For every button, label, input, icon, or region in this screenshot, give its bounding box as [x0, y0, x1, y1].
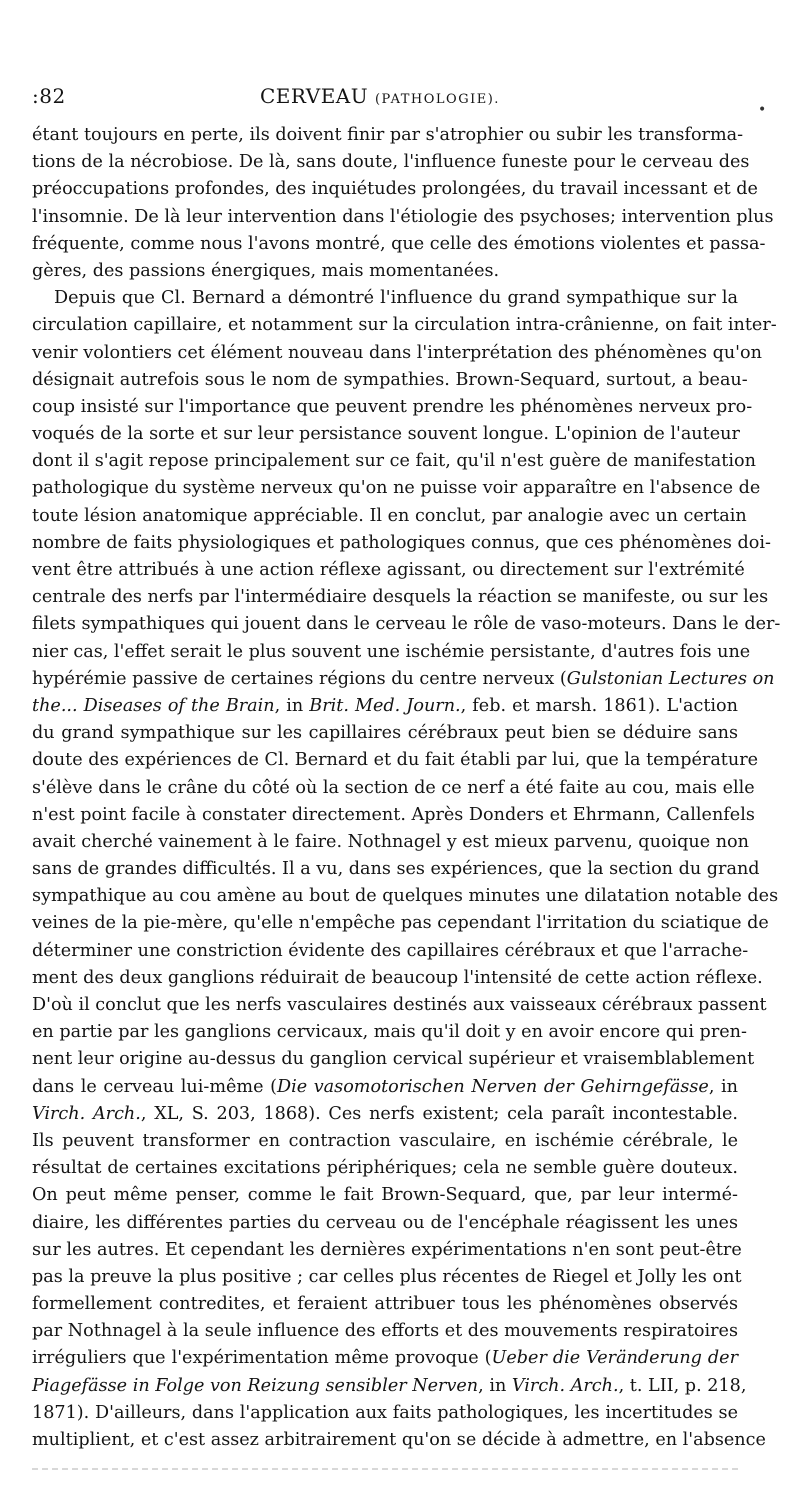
- margin-mark: •: [758, 102, 767, 118]
- text-line: [32, 883, 779, 910]
- page-number: :82: [32, 84, 66, 108]
- text-line: [32, 720, 738, 747]
- text-span: coup insisté sur l'importance que peuvent prendre les phénomènes nerveux pro-: [32, 396, 753, 417]
- text-line: [32, 176, 758, 203]
- running-title-subtitle: (PATHOLOGIE).: [374, 92, 500, 107]
- text-span: avait cherché vainement à le faire. Nothnagel y est mieux parvenu, quoique non: [32, 831, 749, 852]
- text-line: [32, 421, 738, 448]
- text-line: [32, 1074, 738, 1101]
- text-line: [32, 1427, 766, 1454]
- text-line: [32, 285, 738, 312]
- text-span: multiplient, et c'est assez arbitrairement qu'on se décide à admettre, en l'absence: [32, 1430, 766, 1450]
- text-span: étant toujours en perte, ils doivent finir par s'atrophier ou subir les transforma-: [32, 125, 744, 145]
- text-line: [32, 611, 781, 638]
- text-span: nombre de faits physiologiques et pathologiques connus, que ces phénomènes doi-: [32, 532, 771, 553]
- text-span: tions de la nécrobiose. De là, sans doute, l'influence funeste pour le cerveau des: [32, 152, 750, 173]
- text-span: centrale des nerfs par l'intermédiaire desquels la réaction se manifeste, ou sur les: [32, 587, 769, 608]
- text-span: hypérémie passive de certaines régions du centre nerveux (: [32, 668, 567, 689]
- text-line: [32, 1345, 738, 1372]
- running-title-main: CERVEAU: [260, 84, 375, 108]
- text-span: sur les autres. Et cependant les dernières expérimentations n'en sont peut-être: [32, 1239, 742, 1260]
- text-span: nent leur origine au-dessus du ganglion cervical supérieur et vraisemblablement: [32, 1049, 755, 1070]
- text-line: [32, 1046, 755, 1073]
- text-line: [32, 1128, 738, 1155]
- text-line: [32, 122, 744, 149]
- text-span: doute des expériences de Cl. Bernard et du fait établi par lui, que la température: [32, 750, 759, 771]
- italic-reference: Virch. Arch.: [32, 1103, 141, 1124]
- text-span: gères, des passions énergiques, mais momentanées.: [32, 260, 500, 281]
- text-line: [32, 666, 775, 693]
- text-span: désignait autrefois sous le nom de sympathies. Brown-Sequard, surtout, a beau-: [32, 369, 748, 390]
- text-line: [32, 503, 747, 530]
- text-line: [32, 910, 769, 937]
- body-text: [32, 122, 781, 1454]
- text-span: filets sympathiques qui jouent dans le cerveau le rôle de vaso-moteurs. Dans le der-: [32, 614, 781, 635]
- text-line: [32, 1019, 747, 1046]
- text-span: , XL, S. 203, 1868). Ces nerfs existent; cela paraît incontestable.: [140, 1103, 738, 1124]
- italic-reference: Ueber die Veränderung der: [491, 1348, 739, 1369]
- text-span: D'où il conclut que les nerfs vasculaires destinés aux vaisseaux cérébraux passent: [32, 995, 767, 1015]
- bottom-scan-artifact: [32, 1468, 738, 1476]
- text-span: résultat de certaines excitations périphériques; cela ne semble guère douteux.: [32, 1158, 738, 1179]
- text-span: , in: [274, 695, 310, 716]
- text-span: préoccupations profondes, des inquiétudes prolongées, du travail incessant et de: [32, 179, 758, 200]
- text-span: n'est point facile à constater directement. Après Donders et Ehrmann, Callenfels: [32, 804, 755, 825]
- italic-reference: the... Diseases of the Brain: [32, 695, 275, 716]
- text-span: irréguliers que l'expérimentation même provoque (: [32, 1348, 492, 1369]
- text-span: 1871). D'ailleurs, dans l'application aux faits pathologiques, les incertitudes se: [32, 1402, 738, 1423]
- text-line: [32, 394, 753, 421]
- text-line: [32, 258, 738, 285]
- running-header: [32, 84, 752, 114]
- text-line: [32, 1182, 738, 1209]
- text-line: [32, 1210, 738, 1237]
- text-span: voqués de la sorte et sur leur persistance souvent longue. L'opinion de l'auteur: [32, 424, 740, 445]
- text-span: sans de grandes difficultés. Il a vu, dans ses expériences, que la section du grand: [32, 859, 760, 880]
- text-span: Depuis que Cl. Bernard a démontré l'influence du grand sympathique sur la: [54, 288, 738, 309]
- text-line: [32, 557, 745, 584]
- text-line: [32, 231, 766, 258]
- text-span: du grand sympathique sur les capillaires cérébraux peut bien se déduire sans: [32, 723, 738, 744]
- text-span: nier cas, l'effet serait le plus souvent une ischémie persistante, d'autres fois une: [32, 641, 751, 662]
- text-line: [32, 1318, 738, 1345]
- text-line: [32, 639, 751, 666]
- text-line: [32, 1237, 742, 1264]
- text-line: [32, 448, 756, 475]
- text-line: [32, 938, 749, 965]
- text-span: sympathique au cou amène au bout de quelques minutes une dilatation notable des: [32, 886, 779, 907]
- text-span: formellement contredites, et feraient attribuer tous les phénomènes observés: [32, 1294, 738, 1315]
- text-line: [32, 802, 755, 829]
- text-span: fréquente, comme nous l'avons montré, que celle des émotions violentes et passa-: [32, 233, 766, 254]
- text-line: [32, 829, 749, 856]
- text-span: pathologique du système nerveux qu'on ne puisse voir apparaître en l'absence de: [32, 478, 761, 499]
- text-line: [32, 1291, 738, 1318]
- text-span: venir volontiers cet élément nouveau dans l'interprétation des phénomènes qu'on: [32, 342, 762, 363]
- text-span: toute lésion anatomique appréciable. Il en conclut, par analogie avec un certain: [32, 505, 747, 526]
- text-span: par Nothnagel à la seule influence des efforts et des mouvements respiratoires: [32, 1321, 738, 1342]
- text-line: [32, 693, 738, 720]
- text-line: [32, 584, 769, 611]
- text-span: diaire, les différentes parties du cerveau ou de l'encéphale réagissent les unes: [32, 1212, 738, 1233]
- text-line: [32, 856, 760, 883]
- text-span: On peut même penser, comme le fait Brown-Sequard, que, par leur intermé-: [32, 1185, 738, 1206]
- text-line: [32, 1101, 738, 1128]
- text-line: [32, 312, 777, 339]
- text-span: en partie par les ganglions cervicaux, mais qu'il doit y en avoir encore qui pren-: [32, 1022, 747, 1043]
- text-span: l'insomnie. De là leur intervention dans l'étiologie des psychoses; intervention plus: [32, 206, 774, 227]
- text-line: [32, 747, 759, 774]
- text-span: , feb. et marsh. 1861). L'action: [460, 695, 738, 716]
- text-span: Ils peuvent transformer en contraction vasculaire, en ischémie cérébrale, le: [32, 1130, 738, 1151]
- text-line: [32, 1400, 738, 1427]
- text-line: [32, 530, 771, 557]
- text-line: [32, 204, 774, 231]
- italic-reference: Gulstonian Lectures on: [566, 668, 775, 689]
- text-line: [32, 1155, 738, 1182]
- text-span: circulation capillaire, et notamment sur la circulation intra-crânienne, on fait inter-: [32, 315, 777, 336]
- text-span: pas la preuve la plus positive ; car celles plus récentes de Riegel et Jolly les ont: [32, 1266, 742, 1287]
- italic-reference: Die vasomotorischen Nerven der Gehirngefässe: [277, 1076, 709, 1097]
- italic-reference: Piagefässe in Folge von Reizung sensibler Nerven: [32, 1375, 479, 1396]
- text-line: [32, 775, 755, 802]
- text-span: déterminer une constriction évidente des capillaires cérébraux et que l'arrache-: [32, 940, 749, 961]
- text-span: dont il s'agit repose principalement sur ce fait, qu'il n'est guère de manifestation: [32, 451, 756, 472]
- text-line: [32, 340, 762, 367]
- text-span: veines de la pie-mère, qu'elle n'empêche pas cependant l'irritation du sciatique de: [32, 913, 769, 934]
- text-span: dans le cerveau lui-même (: [32, 1076, 277, 1097]
- text-span: , t. LII, p. 218,: [618, 1375, 747, 1396]
- text-span: s'élève dans le crâne du côté où la section de ce nerf a été faite au cou, mais elle: [32, 777, 755, 798]
- text-span: ment des deux ganglions réduirait de beaucoup l'intensité de cette action réflexe.: [32, 967, 763, 988]
- italic-reference: Virch. Arch.: [511, 1375, 619, 1396]
- text-line: [32, 367, 748, 394]
- text-line: [32, 1373, 747, 1400]
- text-span: , in: [708, 1076, 738, 1097]
- text-line: [32, 992, 767, 1019]
- text-line: [32, 965, 763, 992]
- text-span: , in: [478, 1375, 512, 1396]
- text-line: [32, 475, 761, 502]
- text-span: vent être attribués à une action réflexe agissant, ou directement sur l'extrémité: [32, 560, 745, 580]
- text-line: [32, 149, 750, 176]
- running-title: [260, 84, 500, 108]
- italic-reference: Brit. Med. Journ.: [309, 695, 461, 716]
- text-line: [32, 1264, 742, 1291]
